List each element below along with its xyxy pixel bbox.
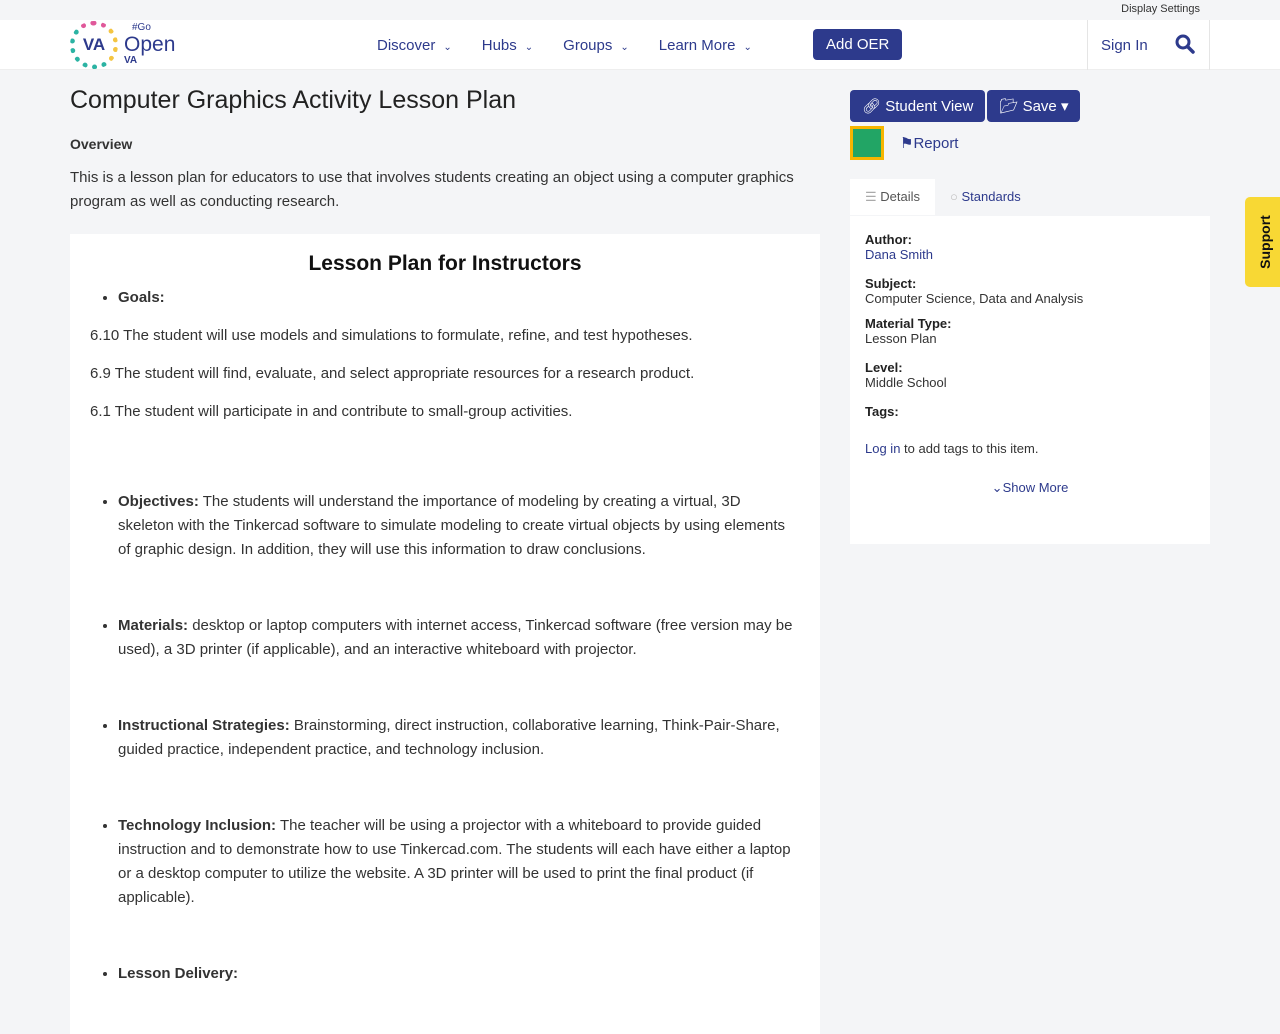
folder-open-icon: 📂︎: [999, 98, 1019, 115]
technology-text: The teacher will be using a projector with a whiteboard to provide guided instruction and to demonstrate how to use Tinkercad.com. The students will each have either a laptop or a desktop computer to utilize the website. A 3D printer will be used to print the final product (if applicable).: [118, 817, 791, 906]
technology-label: Technology Inclusion:: [118, 817, 277, 834]
logo-wordmark: [124, 23, 182, 67]
objectives-label: Objectives:: [118, 493, 199, 510]
nav-discover[interactable]: [377, 37, 452, 54]
material-type-label: Material Type:: [865, 316, 952, 331]
goopenva-logo[interactable]: [70, 20, 182, 70]
lesson-heading: Lesson Plan for Instructors: [308, 252, 582, 275]
tags-text: to add tags to this item.: [900, 441, 1039, 456]
google-classroom-icon[interactable]: [850, 126, 884, 160]
subject-label: Subject:: [865, 276, 917, 291]
login-link[interactable]: Log in: [865, 441, 901, 456]
nav-groups[interactable]: [563, 37, 629, 54]
materials-item: [118, 614, 800, 662]
nav-label: Groups: [563, 36, 613, 54]
material-type-value: Lesson Plan: [865, 331, 937, 346]
student-view-button[interactable]: [850, 90, 985, 122]
materials-text: desktop or laptop computers with internet access, Tinkercad software (free version may be used), a 3D printer (if applicable), and an interactive whiteboard with projector.: [118, 617, 793, 658]
sign-in-label: Sign In: [1101, 36, 1148, 54]
add-oer-button[interactable]: Add OER: [813, 29, 902, 60]
save-label: Save: [1022, 98, 1057, 115]
save-button[interactable]: [987, 90, 1080, 122]
strategies-text: Brainstorming, direct instruction, collaborative learning, Think-Pair-Share, guided practice, independent practice, and technology inclusion.: [118, 717, 780, 758]
nav-hubs[interactable]: [482, 37, 533, 54]
tab-label: Details: [880, 189, 921, 204]
page-title: Computer Graphics Activity Lesson Plan: [70, 86, 517, 114]
logo-va: VA: [82, 35, 106, 54]
author-label: Author:: [865, 232, 912, 247]
header: [0, 20, 1280, 70]
goal-text: 6.10 The student will use models and simulations to formulate, refine, and test hypotheses.: [90, 327, 693, 344]
strategies-label: Instructional Strategies:: [118, 717, 290, 734]
list-icon: ☰: [865, 189, 877, 204]
strategies-item: [118, 714, 800, 762]
nav-label: Learn More: [658, 36, 736, 54]
goal-text: 6.9 The student will find, evaluate, and select appropriate resources for a research product.: [90, 365, 695, 382]
display-settings-link[interactable]: Display Settings: [0, 0, 1280, 20]
search-icon[interactable]: [1175, 34, 1195, 54]
goal-text: 6.1 The student will participate in and contribute to small-group activities.: [90, 403, 573, 420]
overview-text: This is a lesson plan for educators to use that involves students creating an object using a computer graphics program as well as conducting research.: [70, 169, 794, 210]
show-more-link[interactable]: [992, 480, 1069, 495]
objectives-text: The students will understand the importance of modeling by creating a virtual, 3D skeleton with the Tinkercad software to simulate modeling to create virtual objects by using elements of graphic design. In addition, they will use this information to draw conclusions.: [118, 493, 786, 558]
chevron-down-icon: ⌄: [524, 41, 534, 53]
report-link[interactable]: [900, 134, 958, 152]
author-link[interactable]: Dana Smith: [865, 247, 933, 262]
subject-value: Computer Science, Data and Analysis: [865, 291, 1084, 306]
nav-label: Hubs: [481, 36, 517, 54]
tags-label: Tags:: [865, 404, 899, 419]
nav-learn-more[interactable]: [659, 37, 752, 54]
objectives-item: [118, 490, 800, 562]
delivery-label: Lesson Delivery:: [118, 965, 239, 982]
overview-heading: Overview: [70, 136, 133, 152]
report-label: Report: [913, 135, 959, 152]
goals-item: [118, 286, 800, 310]
tab-standards[interactable]: [935, 179, 1036, 215]
level-value: Middle School: [865, 375, 947, 390]
logo-va-small: VA: [124, 55, 138, 66]
support-tab[interactable]: [1245, 197, 1280, 287]
show-more-label: Show More: [1002, 480, 1069, 495]
main-nav: [377, 20, 752, 70]
logo-go: #Go: [132, 22, 151, 33]
logo-open: Open: [124, 33, 176, 56]
technology-item: [118, 814, 800, 910]
flag-icon: ⚑: [900, 135, 914, 152]
resource-sidebar: [850, 90, 1210, 495]
details-tabs: [850, 179, 1036, 215]
chevron-down-icon: ⌄: [743, 41, 752, 53]
va-logo-ring: [70, 21, 118, 69]
chevron-down-icon: ⌄: [991, 480, 1003, 495]
caret-down-icon: ▾: [1060, 98, 1069, 115]
nav-label: Discover: [377, 36, 436, 54]
goals-label: Goals:: [118, 289, 165, 306]
chevron-down-icon: ⌄: [620, 41, 629, 53]
lesson-content: [70, 234, 820, 1034]
student-view-label: Student View: [885, 98, 974, 115]
delivery-item: [118, 962, 800, 986]
circle-icon: ○: [950, 189, 958, 204]
materials-label: Materials:: [118, 617, 189, 634]
details-panel: [850, 216, 1210, 544]
tab-label: Standards: [961, 189, 1021, 204]
chevron-down-icon: ⌄: [443, 41, 452, 53]
level-label: Level:: [865, 360, 903, 375]
support-label: Support: [1257, 215, 1273, 269]
link-icon: 🔗︎: [862, 98, 882, 115]
tab-details[interactable]: [850, 179, 935, 215]
